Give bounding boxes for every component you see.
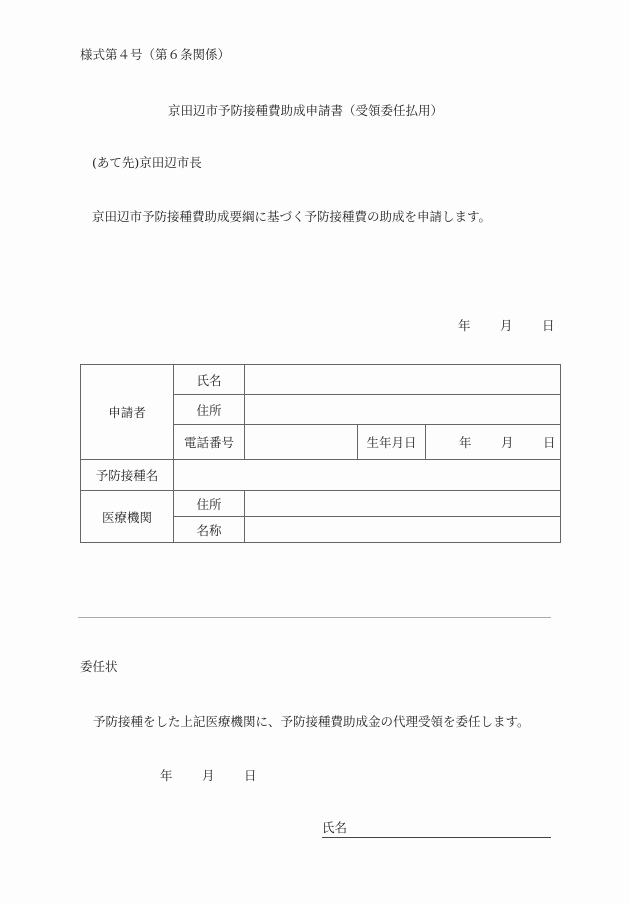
applicant-label: 申請者 [81,365,174,460]
section-divider [78,617,551,618]
signature-label: 氏名 [322,820,348,835]
proxy-heading: 委任状 [80,659,118,674]
form-number: 様式第４号（第６条関係） [80,47,231,62]
application-table [80,364,561,543]
document-title: 京田辺市予防接種費助成申請書（受領委任払用） [168,103,444,118]
proxy-date-month-label: 月 [202,768,215,783]
dob-day-label: 日 [543,435,556,450]
date-day-label: 日 [542,318,555,333]
date-year-label: 年 [458,318,471,333]
vaccination-field[interactable] [174,460,561,491]
applicant-phone-label: 電話番号 [174,425,245,460]
institution-name-label: 名称 [174,517,245,543]
applicant-address-label: 住所 [174,395,245,425]
institution-name-field[interactable] [245,517,561,543]
table-row [81,460,561,491]
vaccination-label: 予防接種名 [81,460,174,491]
application-statement: 京田辺市予防接種費助成要綱に基づく予防接種費の助成を申請します。 [92,209,492,224]
dob-month-label: 月 [501,435,514,450]
applicant-name-label: 氏名 [174,365,245,395]
signature-field[interactable] [322,818,551,838]
proxy-statement: 予防接種をした上記医療機関に、予防接種費助成金の代理受領を委任します。 [93,714,530,729]
institution-label: 医療機関 [81,491,174,543]
proxy-date[interactable] [160,766,257,784]
date-month-label: 月 [500,318,513,333]
institution-address-label: 住所 [174,491,245,517]
institution-address-field[interactable] [245,491,561,517]
dob-label: 生年月日 [358,425,426,460]
addressee: (あて先)京田辺市長 [92,155,202,170]
applicant-phone-field[interactable] [245,425,358,460]
applicant-address-field[interactable] [245,395,561,425]
dob-field[interactable] [426,425,561,460]
proxy-date-day-label: 日 [244,768,257,783]
application-date[interactable] [458,316,555,334]
proxy-date-year-label: 年 [160,768,173,783]
dob-year-label: 年 [459,435,472,450]
table-row [81,491,561,517]
table-row [81,365,561,395]
applicant-name-field[interactable] [245,365,561,395]
